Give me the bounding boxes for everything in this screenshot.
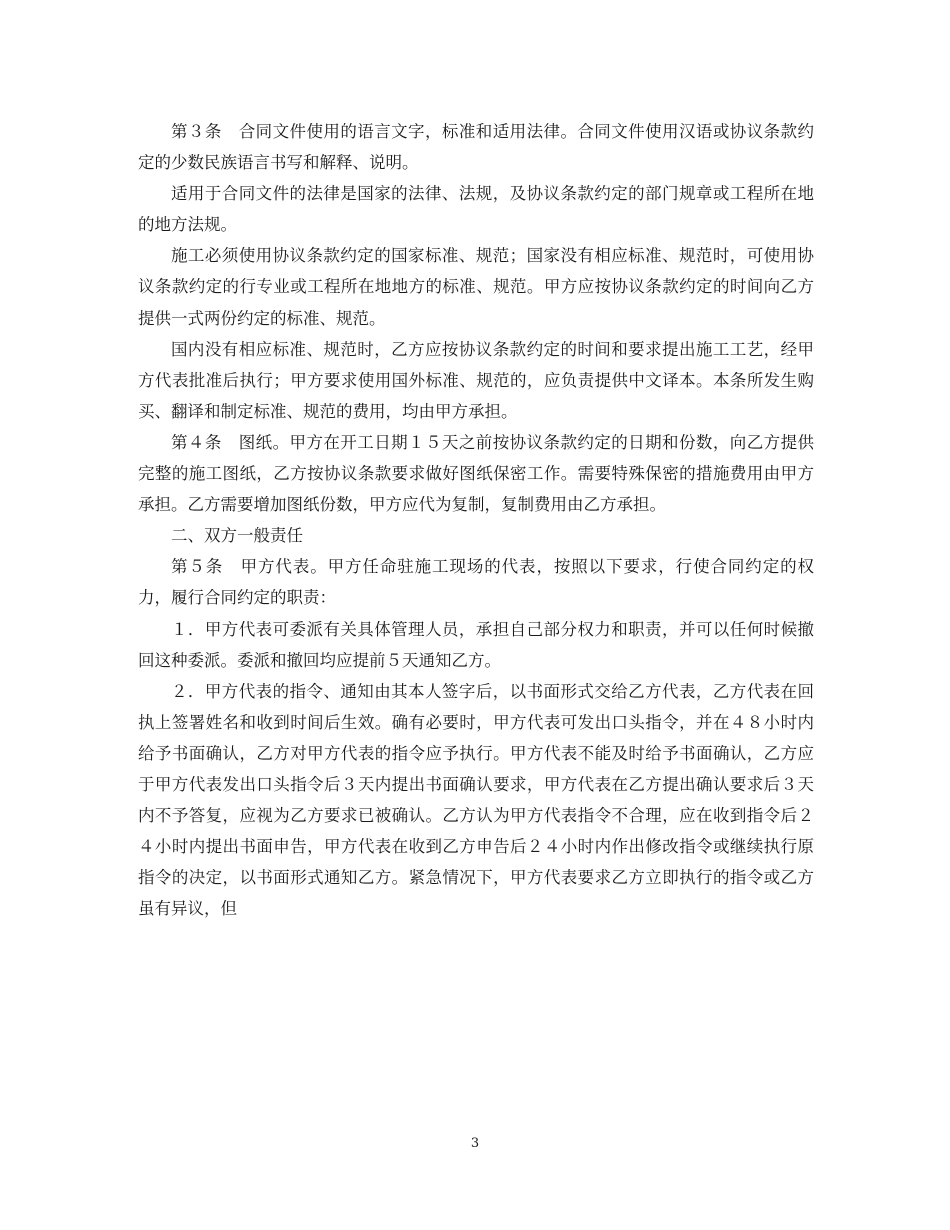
list-item-1: １．甲方代表可委派有关具体管理人员，承担自己部分权力和职责，并可以任何时候撤回这种委派。委派和撤回均应提前５天通知乙方。 — [138, 619, 814, 670]
paragraph-article-3: 第３条 合同文件使用的语言文字，标准和适用法律。合同文件使用汉语或协议条款约定的少数民族语言书写和解释、说明。 — [138, 122, 814, 173]
paragraph-applicable-law: 适用于合同文件的法律是国家的法律、法规，及协议条款约定的部门规章或工程所在地的地方法规。 — [138, 184, 814, 235]
paragraph-standards: 施工必须使用协议条款约定的国家标准、规范；国家没有相应标准、规范时，可使用协议条款约定的行专业或工程所在地地方的标准、规范。甲方应按协议条款约定的时间向乙方提供一式两份约定的标准、规范。 — [138, 246, 814, 328]
page-number: 3 — [470, 1136, 480, 1151]
paragraph-article-4: 第４条 图纸。甲方在开工日期１５天之前按协议条款约定的日期和份数，向乙方提供完整的施工图纸，乙方按协议条款要求做好图纸保密工作。需要特殊保密的措施费用由甲方承担。乙方需要增加图纸份数，甲方应代为复制，复制费用由乙方承担。 — [138, 432, 814, 515]
paragraph-foreign-standards: 国内没有相应标准、规范时，乙方应按协议条款约定的时间和要求提出施工工艺，经甲方代表批准后执行；甲方要求使用国外标准、规范的，应负责提供中文译本。本条所发生购买、翻译和制定标准、规范的费用，均由甲方承担。 — [138, 339, 814, 421]
paragraph-article-5: 第５条 甲方代表。甲方任命驻施工现场的代表，按照以下要求，行使合同约定的权力，履行合同约定的职责： — [138, 557, 814, 608]
section-heading: 二、双方一般责任 — [171, 526, 303, 546]
document-body — [138, 116, 814, 924]
list-item-2: ２．甲方代表的指令、通知由其本人签字后，以书面形式交给乙方代表，乙方代表在回执上签署姓名和收到时间后生效。确有必要时，甲方代表可发出口头指令，并在４８小时内给予书面确认，乙方对甲方代表的指令应予执行。甲方代表不能及时给予书面确认，乙方应于甲方代表发出口头指令后３天内提出书面确认要求，甲方代表在乙方提出确认要求后３天内不予答复，应视为乙方要求已被确认。乙方认为甲方代表指令不合理，应在收到指令后２４小时内提出书面申告，甲方代表在收到乙方申告后２４小时内作出修改指令或继续执行原指令的决定，以书面形式通知乙方。紧急情况下，甲方代表要求乙方立即执行的指令或乙方虽有异议，但 — [138, 681, 814, 919]
